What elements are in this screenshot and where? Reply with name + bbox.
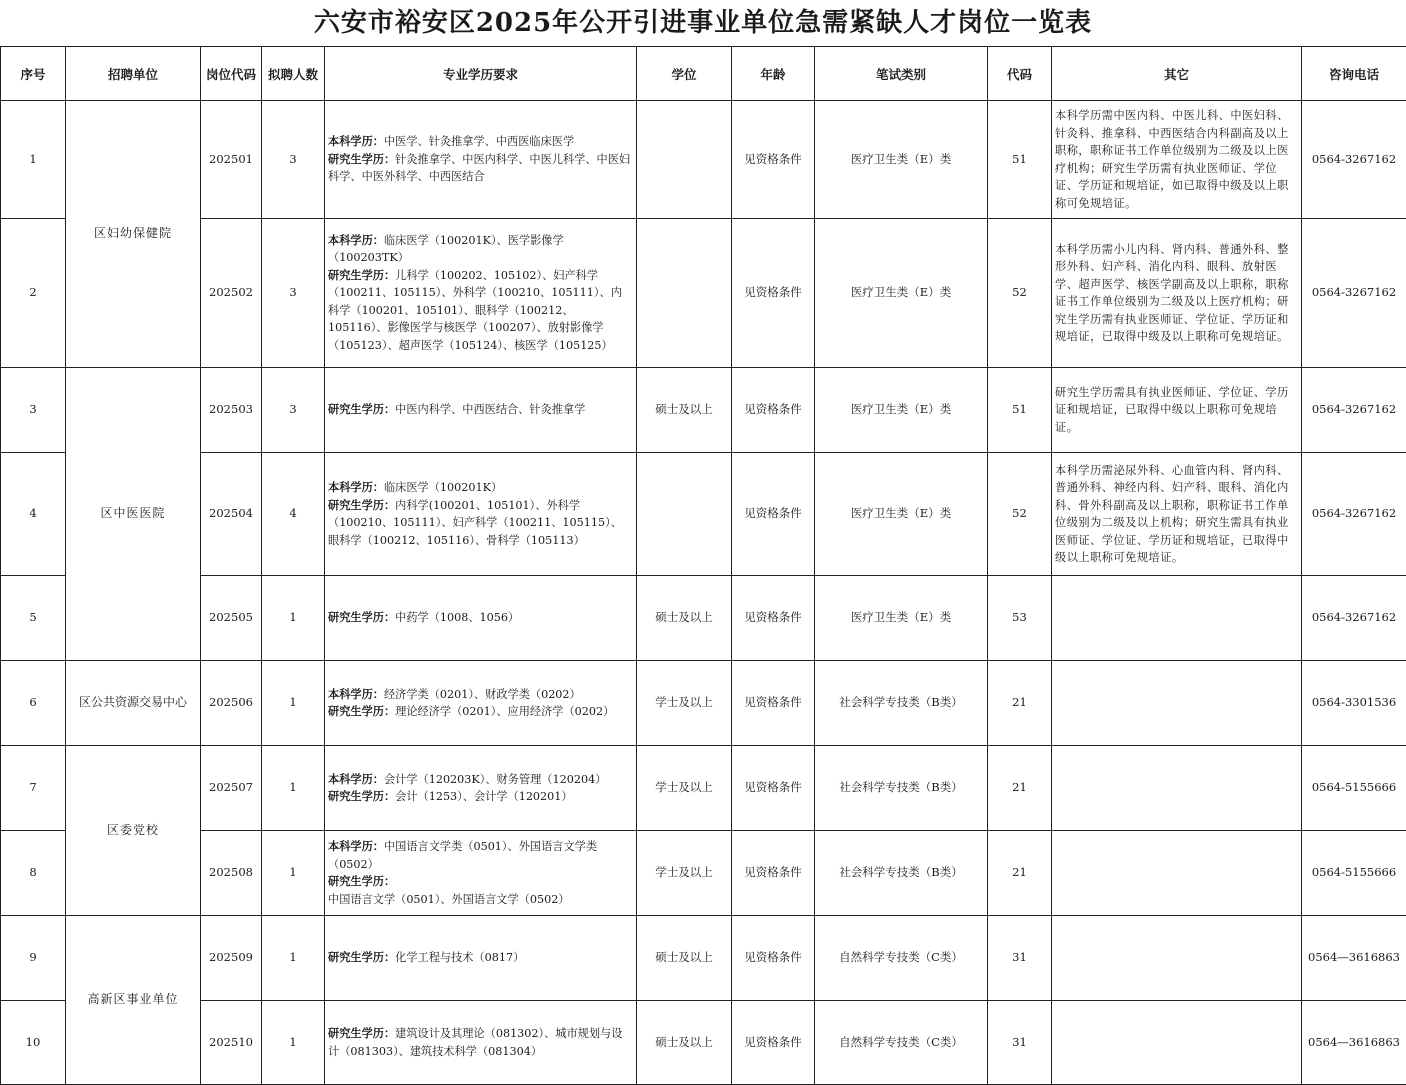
cell-major [325, 101, 637, 219]
cell-count: 1 [262, 576, 325, 661]
grad-req [328, 1025, 633, 1060]
grad-label: 研究生学历： [328, 1027, 395, 1040]
cell-code: 202507 [201, 746, 262, 831]
cell-count: 3 [262, 101, 325, 219]
cell-no: 5 [1, 576, 66, 661]
cell-exam-code: 21 [988, 831, 1052, 916]
cell-exam: 医疗卫生类（E）类 [815, 219, 988, 368]
cell-exam: 医疗卫生类（E）类 [815, 453, 988, 576]
cell-major [325, 576, 637, 661]
cell-phone: 0564—3616863 [1302, 1001, 1406, 1085]
cell-phone: 0564-3267162 [1302, 576, 1406, 661]
cell-code: 202501 [201, 101, 262, 219]
grad-req [328, 497, 633, 550]
undergrad-label: 本科学历： [328, 773, 384, 786]
cell-degree: 学士及以上 [637, 746, 732, 831]
cell-code: 202510 [201, 1001, 262, 1085]
cell-exam: 自然科学专技类（C类） [815, 1001, 988, 1085]
cell-age: 见资格条件 [732, 576, 815, 661]
table-row [1, 831, 1406, 916]
cell-exam: 医疗卫生类（E）类 [815, 576, 988, 661]
cell-major [325, 368, 637, 453]
table-row [1, 661, 1406, 746]
undergrad-req [328, 133, 633, 151]
cell-other: 本科学历需中医内科、中医儿科、中医妇科、针灸科、推拿科、中西医结合内科副高及以上职称，职称证书工作单位级别为二级及以上医疗机构；研究生学历需有执业医师证、学位证、学历证和规培证，如已取得中级及以上职称可免规培证。 [1052, 101, 1302, 219]
cell-phone: 0564-5155666 [1302, 746, 1406, 831]
cell-exam-code: 21 [988, 746, 1052, 831]
cell-exam-code: 51 [988, 368, 1052, 453]
cell-no: 1 [1, 101, 66, 219]
cell-unit: 区公共资源交易中心 [66, 661, 201, 746]
undergrad-req [328, 479, 633, 497]
cell-other [1052, 831, 1302, 916]
header-no: 序号 [1, 47, 66, 101]
cell-age: 见资格条件 [732, 219, 815, 368]
cell-exam-code: 53 [988, 576, 1052, 661]
grad-label: 研究生学历： [328, 403, 395, 416]
header-count: 拟聘人数 [262, 47, 325, 101]
header-degree: 学位 [637, 47, 732, 101]
header-unit: 招聘单位 [66, 47, 201, 101]
cell-age: 见资格条件 [732, 831, 815, 916]
cell-exam-code: 52 [988, 453, 1052, 576]
header-exam-code: 代码 [988, 47, 1052, 101]
cell-age: 见资格条件 [732, 746, 815, 831]
cell-age: 见资格条件 [732, 368, 815, 453]
cell-degree: 学士及以上 [637, 661, 732, 746]
cell-phone: 0564-3301536 [1302, 661, 1406, 746]
cell-exam: 自然科学专技类（C类） [815, 916, 988, 1001]
cell-major [325, 746, 637, 831]
cell-no: 8 [1, 831, 66, 916]
cell-no: 3 [1, 368, 66, 453]
cell-exam: 社会科学专技类（B类） [815, 831, 988, 916]
undergrad-text: 中医学、针灸推拿学、中西医临床医学 [384, 135, 574, 148]
cell-phone: 0564-3267162 [1302, 368, 1406, 453]
cell-other [1052, 576, 1302, 661]
cell-exam-code: 21 [988, 661, 1052, 746]
header-age: 年龄 [732, 47, 815, 101]
grad-text: 内科学(100201、105101）、外科学（100210、105111）、妇产科学（100211、105115）、眼科学（100212、105116）、骨科学（105113） [328, 499, 622, 547]
cell-exam-code: 31 [988, 1001, 1052, 1085]
grad-text: 理论经济学（0201）、应用经济学（0202） [395, 705, 614, 718]
undergrad-label: 本科学历： [328, 840, 384, 853]
cell-code: 202503 [201, 368, 262, 453]
undergrad-label: 本科学历： [328, 481, 384, 494]
cell-exam: 社会科学专技类（B类） [815, 746, 988, 831]
grad-text: 针灸推拿学、中医内科学、中医儿科学、中医妇科学、中医外科学、中西医结合 [328, 153, 630, 184]
grad-text: 中国语言文学（0501）、外国语言文学（0502） [328, 893, 570, 906]
header-other: 其它 [1052, 47, 1302, 101]
undergrad-req [328, 232, 633, 267]
cell-other [1052, 916, 1302, 1001]
cell-exam-code: 51 [988, 101, 1052, 219]
cell-count: 1 [262, 831, 325, 916]
cell-other: 本科学历需小儿内科、肾内科、普通外科、整形外科、妇产科、消化内科、眼科、放射医学、超声医学、核医学副高及以上职称，职称证书工作单位级别为二级及以上医疗机构；研究生学历需有执业医师证、学位证、学历证和规培证，已取得中级及以上职称可免规培证。 [1052, 219, 1302, 368]
table-row [1, 368, 1406, 453]
cell-age: 见资格条件 [732, 453, 815, 576]
cell-unit: 区委党校 [66, 746, 201, 916]
grad-req [328, 401, 633, 419]
grad-req [328, 267, 633, 355]
grad-label: 研究生学历： [328, 875, 395, 888]
cell-exam-code: 52 [988, 219, 1052, 368]
grad-req [328, 703, 633, 721]
cell-exam: 医疗卫生类（E）类 [815, 101, 988, 219]
grad-label: 研究生学历： [328, 499, 395, 512]
grad-req [328, 609, 633, 627]
cell-exam: 医疗卫生类（E）类 [815, 368, 988, 453]
cell-no: 9 [1, 916, 66, 1001]
page-title: 六安市裕安区2025年公开引进事业单位急需紧缺人才岗位一览表 [0, 0, 1406, 46]
cell-age: 见资格条件 [732, 101, 815, 219]
cell-degree: 硕士及以上 [637, 576, 732, 661]
cell-phone: 0564-3267162 [1302, 101, 1406, 219]
cell-phone: 0564-5155666 [1302, 831, 1406, 916]
cell-age: 见资格条件 [732, 1001, 815, 1085]
grad-text: 建筑设计及其理论（081302）、城市规划与设计（081303）、建筑技术科学（081304） [328, 1027, 622, 1058]
cell-exam-code: 31 [988, 916, 1052, 1001]
cell-phone: 0564—3616863 [1302, 916, 1406, 1001]
undergrad-req [328, 771, 633, 789]
cell-degree: 学士及以上 [637, 831, 732, 916]
cell-no: 4 [1, 453, 66, 576]
header-phone: 咨询电话 [1302, 47, 1406, 101]
grad-label: 研究生学历： [328, 269, 395, 282]
cell-phone: 0564-3267162 [1302, 219, 1406, 368]
undergrad-text: 中国语言文学类（0501）、外国语言文学类（0502） [328, 840, 597, 871]
table-row [1, 916, 1406, 1001]
undergrad-label: 本科学历： [328, 688, 384, 701]
cell-age: 见资格条件 [732, 661, 815, 746]
header-major: 专业学历要求 [325, 47, 637, 101]
cell-count: 3 [262, 368, 325, 453]
undergrad-label: 本科学历： [328, 234, 384, 247]
undergrad-text: 经济学类（0201）、财政学类（0202） [384, 688, 581, 701]
undergrad-text: 临床医学（100201K） [384, 481, 502, 494]
cell-code: 202508 [201, 831, 262, 916]
grad-label: 研究生学历： [328, 611, 395, 624]
undergrad-req [328, 686, 633, 704]
undergrad-text: 临床医学（100201K）、医学影像学（100203TK） [328, 234, 564, 265]
cell-other [1052, 661, 1302, 746]
cell-major [325, 453, 637, 576]
grad-label: 研究生学历： [328, 153, 395, 166]
cell-major [325, 916, 637, 1001]
table-row [1, 101, 1406, 219]
cell-degree [637, 101, 732, 219]
cell-unit: 区妇幼保健院 [66, 101, 201, 368]
grad-req [328, 151, 633, 186]
table-row [1, 746, 1406, 831]
grad-label: 研究生学历： [328, 951, 395, 964]
cell-no: 6 [1, 661, 66, 746]
cell-code: 202502 [201, 219, 262, 368]
cell-other: 本科学历需泌尿外科、心血管内科、肾内科、普通外科、神经内科、妇产科、眼科、消化内科、骨外科副高及以上职称，职称证书工作单位级别为二级及以上机构；研究生需具有执业医师证、学位证、学历证和规培证，已取得中级以上职称可免规培证。 [1052, 453, 1302, 576]
cell-unit: 高新区事业单位 [66, 916, 201, 1085]
cell-no: 10 [1, 1001, 66, 1085]
cell-phone: 0564-3267162 [1302, 453, 1406, 576]
table-row [1, 219, 1406, 368]
cell-major [325, 1001, 637, 1085]
table-row [1, 1001, 1406, 1085]
cell-count: 1 [262, 746, 325, 831]
header-code: 岗位代码 [201, 47, 262, 101]
header-row [1, 47, 1406, 101]
cell-unit: 区中医医院 [66, 368, 201, 661]
cell-major [325, 661, 637, 746]
cell-code: 202505 [201, 576, 262, 661]
grad-req [328, 788, 633, 806]
cell-age: 见资格条件 [732, 916, 815, 1001]
positions-table [0, 46, 1406, 1085]
grad-label: 研究生学历： [328, 790, 395, 803]
undergrad-req [328, 838, 633, 873]
cell-degree: 硕士及以上 [637, 1001, 732, 1085]
cell-count: 1 [262, 1001, 325, 1085]
cell-no: 7 [1, 746, 66, 831]
grad-req [328, 949, 633, 967]
cell-other [1052, 1001, 1302, 1085]
table-row [1, 576, 1406, 661]
table-row [1, 453, 1406, 576]
cell-exam: 社会科学专技类（B类） [815, 661, 988, 746]
cell-count: 1 [262, 916, 325, 1001]
cell-count: 4 [262, 453, 325, 576]
cell-degree: 硕士及以上 [637, 368, 732, 453]
grad-text: 中医内科学、中西医结合、针灸推拿学 [395, 403, 585, 416]
undergrad-label: 本科学历： [328, 135, 384, 148]
cell-major [325, 219, 637, 368]
cell-degree: 硕士及以上 [637, 916, 732, 1001]
cell-degree [637, 219, 732, 368]
header-exam: 笔试类别 [815, 47, 988, 101]
cell-code: 202506 [201, 661, 262, 746]
grad-text: 中药学（1008、1056） [395, 611, 519, 624]
cell-other [1052, 746, 1302, 831]
grad-text: 化学工程与技术（0817） [395, 951, 524, 964]
cell-count: 3 [262, 219, 325, 368]
cell-code: 202504 [201, 453, 262, 576]
undergrad-text: 会计学（120203K）、财务管理（120204） [384, 773, 606, 786]
grad-req [328, 873, 633, 908]
cell-major [325, 831, 637, 916]
cell-other: 研究生学历需具有执业医师证、学位证、学历证和规培证，已取得中级以上职称可免规培证。 [1052, 368, 1302, 453]
cell-no: 2 [1, 219, 66, 368]
cell-count: 1 [262, 661, 325, 746]
grad-label: 研究生学历： [328, 705, 395, 718]
grad-text: 儿科学（100202、105102）、妇产科学（100211、105115）、外科学（100210、105111）、内科学（100201、105101）、眼科学（100212、105116）、影像医学与核医学（100207）、放射影像学（105123）、超声医学（105124）、核医学（105125） [328, 269, 622, 352]
cell-degree [637, 453, 732, 576]
grad-text: 会计（1253）、会计学（120201） [395, 790, 572, 803]
cell-code: 202509 [201, 916, 262, 1001]
